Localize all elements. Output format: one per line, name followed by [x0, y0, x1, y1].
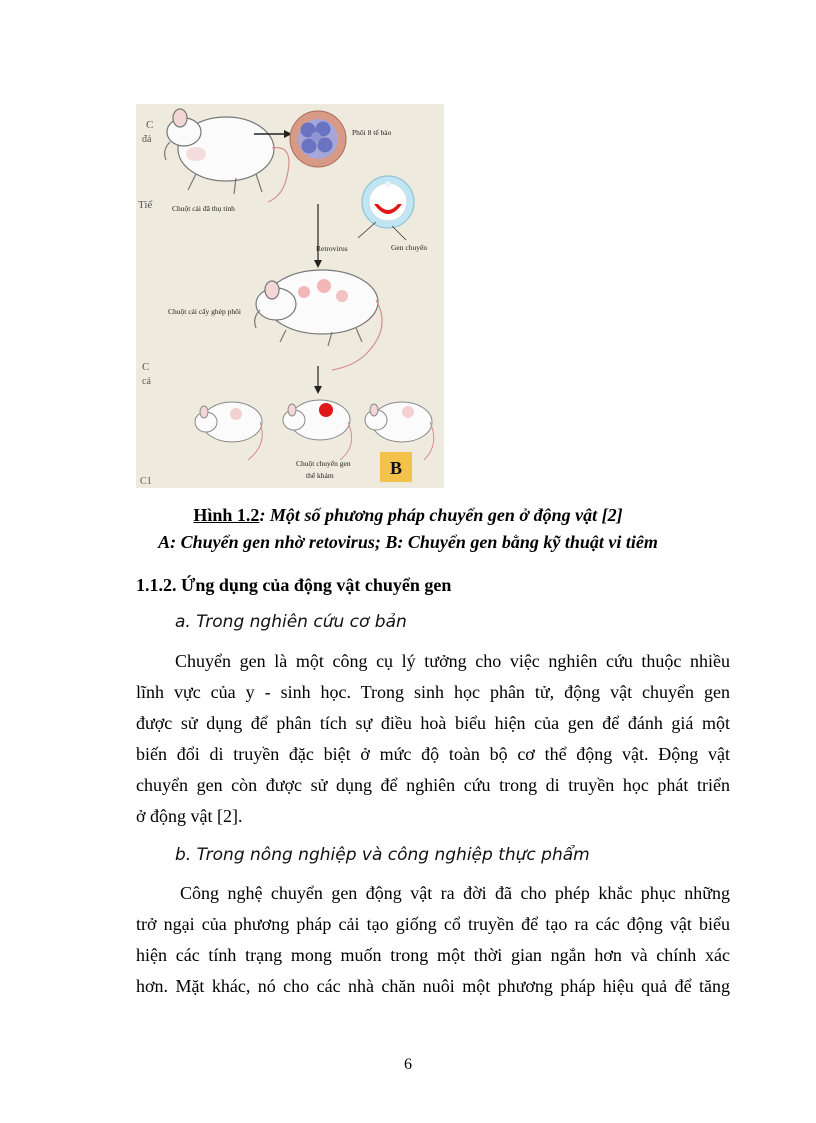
panel-label-b: B — [389, 458, 403, 478]
side-label-ti: Tiế — [138, 199, 153, 211]
paragraph-2-line: Công nghệ chuyển gen động vật ra đời đã cho phép khắc phục những — [180, 883, 730, 903]
paragraph-1-line: biến đổi di truyền đặc biệt ở mức độ toàn bộ cơ thể động vật. Động vật — [136, 744, 730, 764]
label-surrogate: Chuột cái cấy ghép phôi — [168, 307, 241, 316]
figure-caption-title — [0, 503, 816, 528]
paragraph-2-line: trở ngại của phương pháp cải tạo giống cổ truyền để tạo ra các động vật biểu — [136, 914, 730, 934]
figure-caption-subtitle: A: Chuyển gen nhờ retovirus; B: Chuyển gen bằng kỹ thuật vi tiêm — [158, 532, 658, 552]
paragraph-1-line: chuyển gen còn được sử dụng để nghiên cứu trong di truyền học phát triển — [136, 775, 730, 795]
side-label-c3: C1 — [140, 476, 152, 487]
page-number: 6 — [404, 1056, 412, 1073]
paragraph-2-line: hơn. Mặt khác, nó cho các nhà chăn nuôi một phương pháp hiệu quả để tăng — [136, 976, 730, 996]
paragraph-1-line: được sử dụng để phân tích sự điều hoà biểu hiện của gen để đánh giá một — [136, 713, 730, 733]
subheading-b: b. Trong nông nghiệp và công nghiệp thực phẩm — [175, 845, 590, 865]
label-embryo: Phôi 8 tế bào — [352, 128, 392, 137]
embryo-8-cell-icon — [290, 111, 346, 167]
label-chimera-line1: Chuột chuyển gen — [296, 459, 351, 468]
side-label-ca: cá — [142, 376, 151, 387]
side-label-c1: C — [146, 119, 154, 131]
figure-caption-label: Hình 1.2 — [193, 505, 260, 525]
paragraph-1-line: ở động vật [2]. — [136, 806, 243, 826]
figure-transgenic-mouse — [136, 104, 444, 488]
label-transgene: Gen chuyển — [391, 243, 428, 252]
subheading-a: a. Trong nghiên cứu cơ bản — [175, 612, 407, 632]
side-label-c2: C — [142, 361, 150, 373]
paragraph-2 — [136, 878, 730, 1002]
label-chimera-line2: thể khảm — [306, 471, 334, 480]
paragraph-2-line: hiện các tính trạng mong muốn trong một thời gian ngắn hơn và chính xác — [136, 945, 730, 965]
section-heading: 1.1.2. Ứng dụng của động vật chuyển gen — [136, 575, 452, 595]
paragraph-1-line: lĩnh vực của y - sinh học. Trong sinh học phân tử, động vật chuyển gen — [136, 682, 730, 702]
label-retrovirus: Retrovirus — [316, 244, 348, 253]
paragraph-1 — [136, 646, 730, 832]
figure-illustration — [136, 104, 444, 488]
paragraph-1-line: Chuyển gen là một công cụ lý tưởng cho việc nghiên cứu thuộc nhiều — [175, 651, 730, 671]
label-fertilized-female: Chuột cái đã thụ tinh — [172, 204, 235, 213]
side-label-da: đả — [142, 134, 152, 145]
figure-caption-text: : Một số phương pháp chuyển gen ở động vật [2] — [259, 505, 623, 525]
transgene-cell-icon — [362, 176, 414, 228]
